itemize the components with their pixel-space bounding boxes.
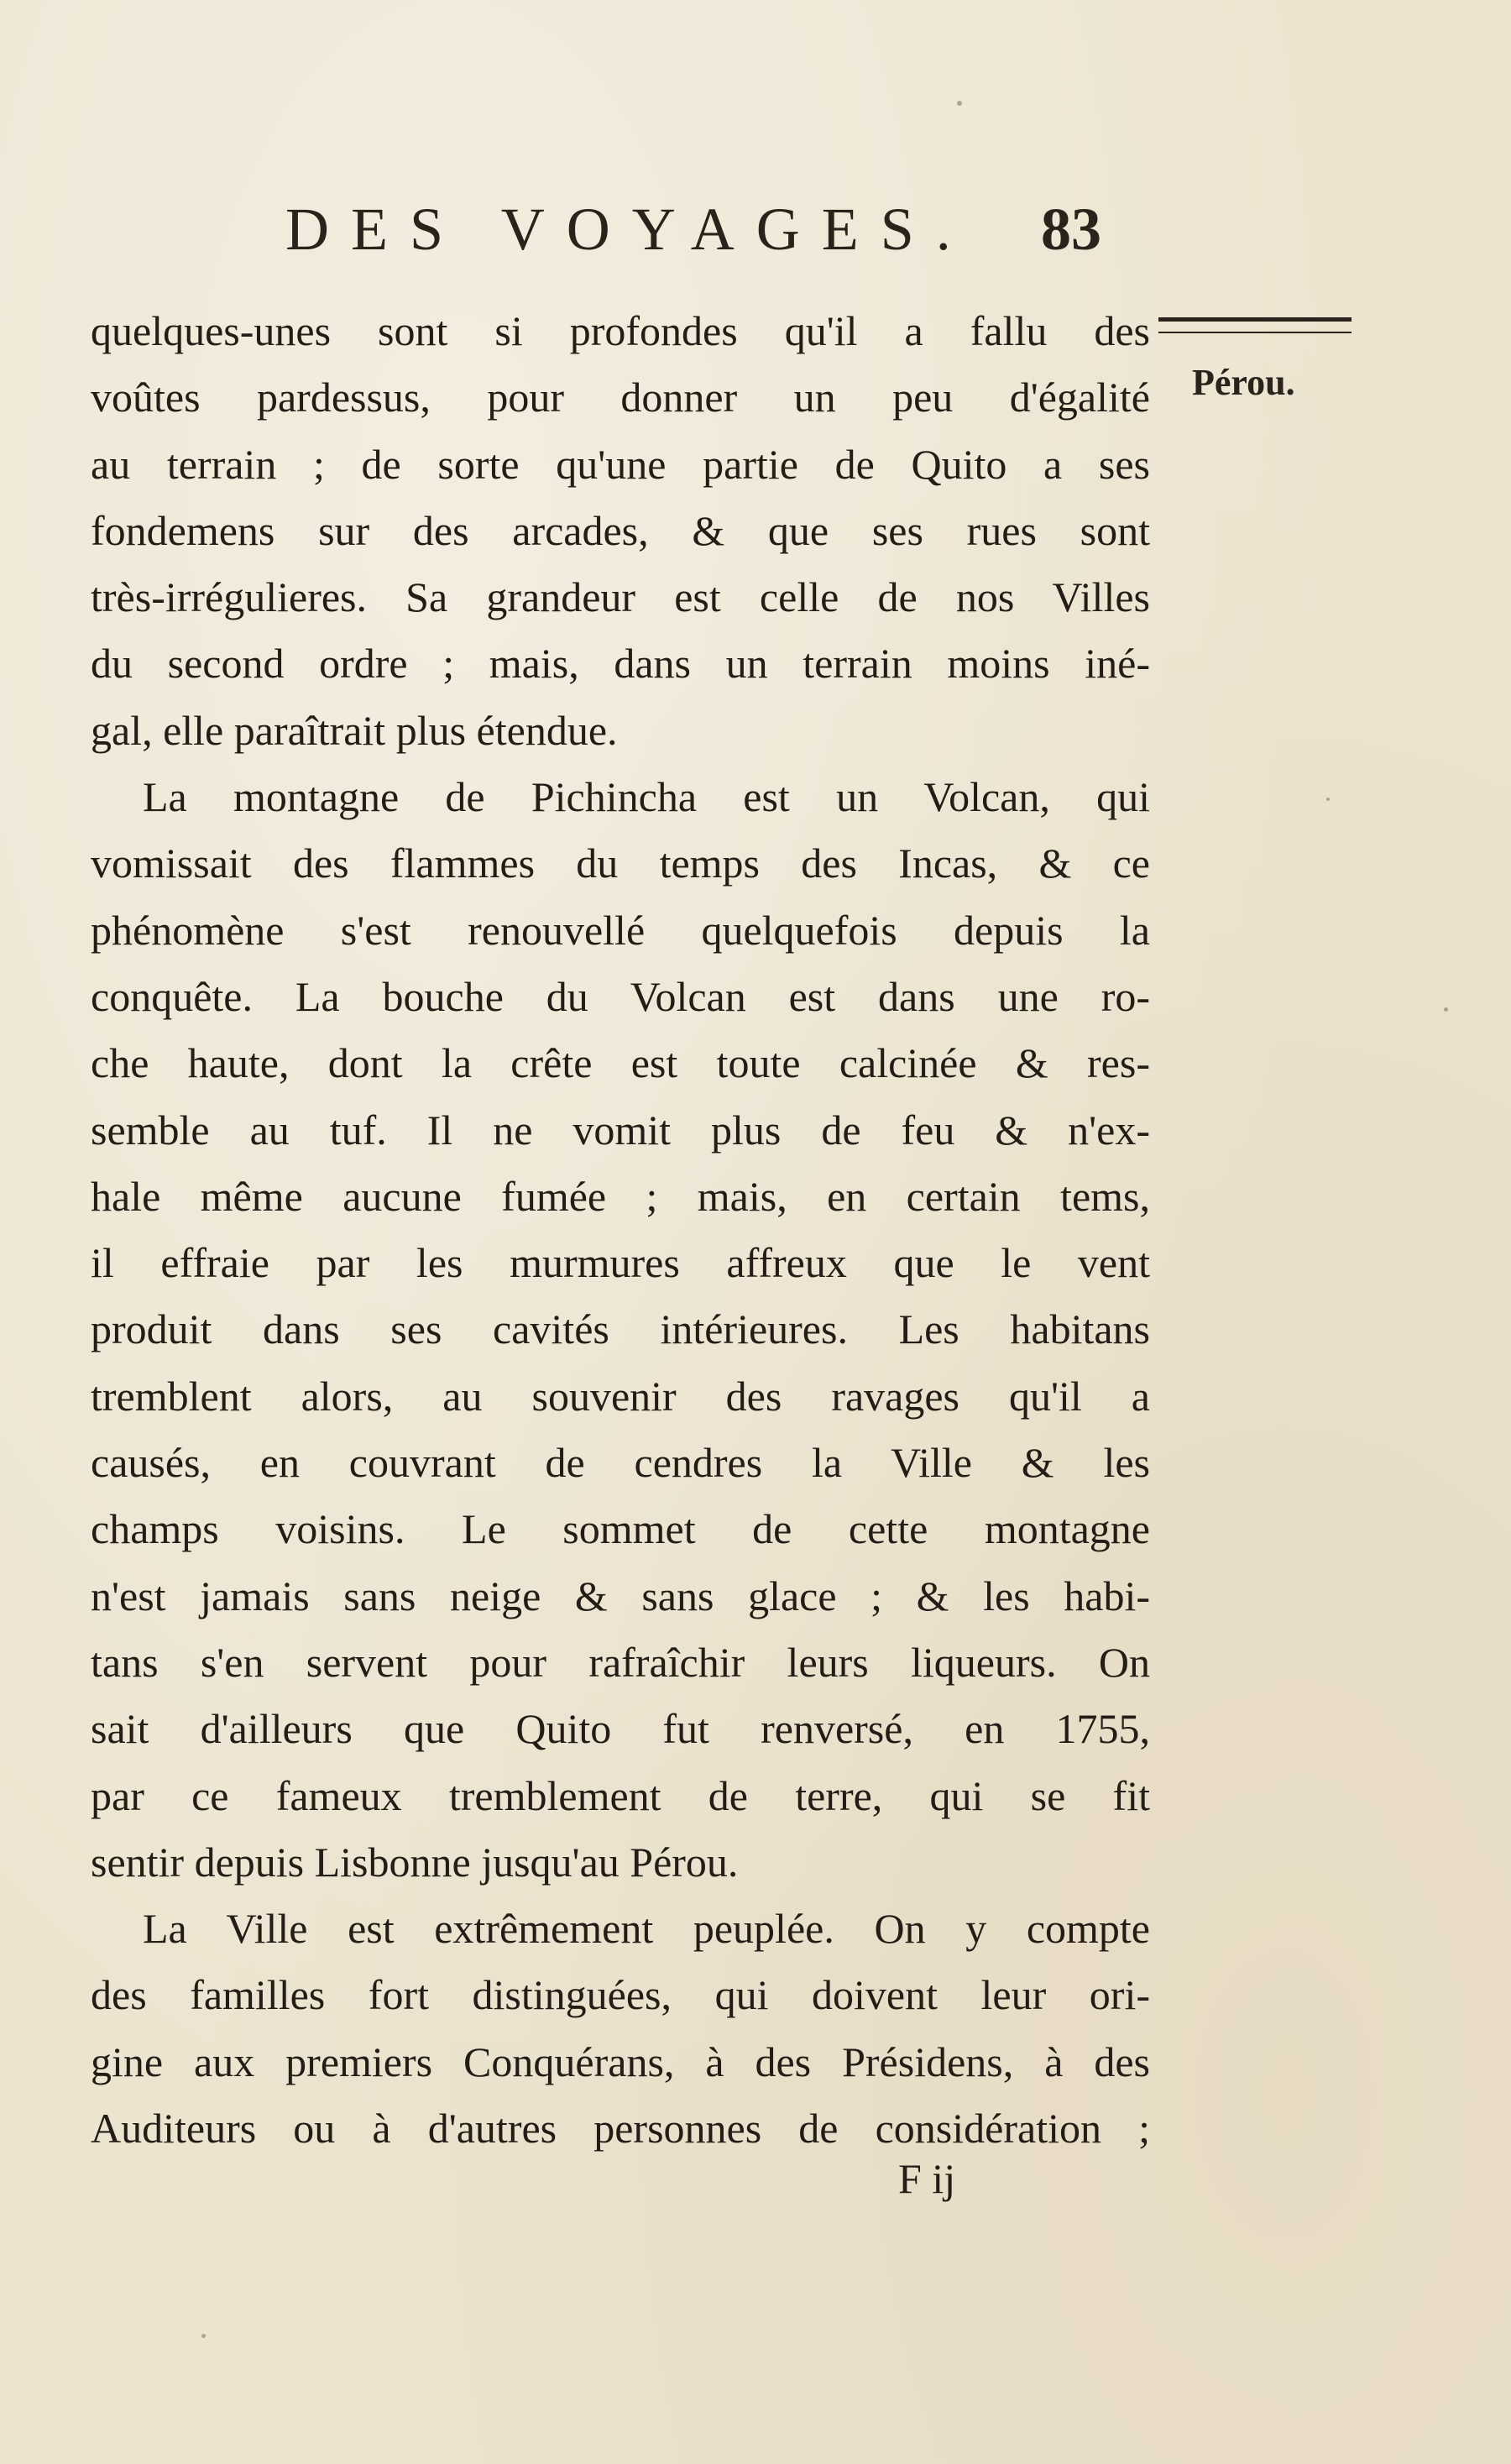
- signature-mark: F ij: [898, 2155, 956, 2202]
- text-line: du second ordre ; mais, dans un terrain moins iné-: [91, 640, 1150, 688]
- text-line: causés, en couvrant de cendres la Ville & les: [91, 1439, 1150, 1487]
- text-line: au terrain ; de sorte qu'une partie de Quito a ses: [91, 440, 1150, 488]
- paper-speck: [1444, 1007, 1448, 1012]
- text-line: voûtes pardessus, pour donner un peu d'égalité: [91, 374, 1150, 421]
- margin-rule: [1158, 317, 1352, 333]
- text-line: phénomène s'est renouvellé quelquefois depuis la: [91, 906, 1150, 954]
- text-line: quelques-unes sont si profondes qu'il a fallu des: [91, 307, 1150, 354]
- text-line: tremblent alors, au souvenir des ravages qu'il a: [91, 1372, 1150, 1420]
- paper-speck: [201, 2334, 206, 2338]
- text-line: des familles fort distinguées, qui doivent leur ori-: [91, 1971, 1150, 2019]
- paper-speck: [957, 101, 962, 106]
- text-line: che haute, dont la crête est toute calcinée & res-: [91, 1039, 1150, 1087]
- text-line: conquête. La bouche du Volcan est dans une ro-: [91, 972, 1150, 1020]
- body-text: [91, 298, 1150, 2162]
- text-line: tans s'en servent pour rafraîchir leurs liqueurs. On: [91, 1638, 1150, 1686]
- text-line: très-irrégulieres. Sa grandeur est celle de nos Villes: [91, 573, 1150, 621]
- text-line: vomissait des flammes du temps des Incas, & ce: [91, 840, 1150, 887]
- running-title: DES VOYAGES.: [285, 196, 973, 263]
- text-line: sait d'ailleurs que Quito fut renversé, en 1755,: [91, 1705, 1150, 1753]
- text-line: fondemens sur des arcades, & que ses rues sont: [91, 506, 1150, 554]
- text-line: n'est jamais sans neige & sans glace ; & les habi-: [91, 1572, 1150, 1619]
- paper-speck: [1326, 798, 1330, 801]
- text-line: gine aux premiers Conquérans, à des Présidens, à des: [91, 2038, 1150, 2085]
- text-line: il effraie par les murmures affreux que le vent: [91, 1239, 1150, 1287]
- text-line: hale même aucune fumée ; mais, en certain tems,: [91, 1172, 1150, 1220]
- text-line: gal, elle paraîtrait plus étendue.: [91, 706, 618, 754]
- text-line: champs voisins. Le sommet de cette montagne: [91, 1505, 1150, 1553]
- page-header: [92, 195, 1150, 270]
- page-number: 83: [1041, 196, 1101, 263]
- text-line: par ce fameux tremblement de terre, qui se fit: [91, 1771, 1150, 1819]
- text-line: La Ville est extrêmement peuplée. On y compte: [143, 1905, 1150, 1953]
- margin-note: Pérou.: [1192, 362, 1295, 403]
- text-line: semble au tuf. Il ne vomit plus de feu & n'ex-: [91, 1106, 1150, 1154]
- text-line: sentir depuis Lisbonne jusqu'au Pérou.: [91, 1838, 739, 1886]
- text-line: produit dans ses cavités intérieures. Les habitans: [91, 1305, 1150, 1353]
- text-line: Auditeurs ou à d'autres personnes de considération ;: [91, 2105, 1150, 2153]
- text-line: La montagne de Pichincha est un Volcan, qui: [143, 773, 1150, 821]
